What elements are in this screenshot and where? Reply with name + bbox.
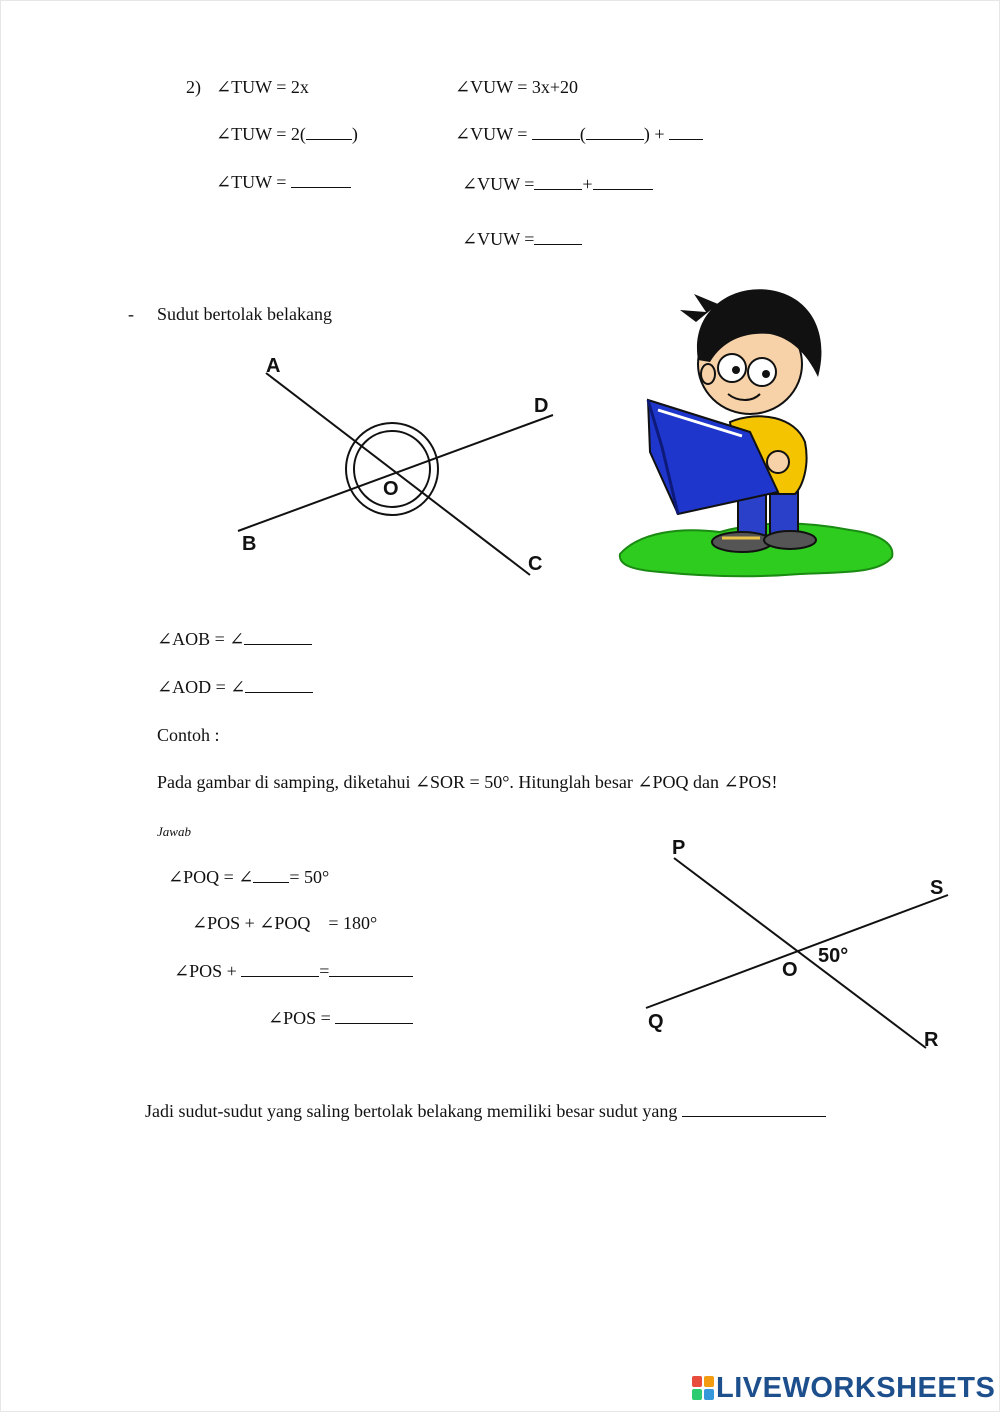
jawab-label: Jawab (157, 824, 191, 839)
vuw-plus: ) + (643, 124, 670, 144)
label-a: A (266, 355, 281, 377)
aod-question-text: ∠AOD = ∠ (157, 677, 246, 697)
label-r: R (924, 1029, 939, 1051)
section-title: Sudut bertolak belakang (157, 304, 332, 324)
left-eye (732, 366, 740, 374)
liveworksheets-logo-text: LIVEWORKSHEETS (716, 1372, 996, 1404)
conclusion-blank[interactable] (682, 1116, 826, 1117)
pos-result-line (268, 1007, 413, 1029)
vuw-const-blank[interactable] (669, 139, 703, 140)
line-pr (674, 858, 926, 1048)
pos-sum-blank-1[interactable] (241, 976, 319, 977)
logo-square-blue (704, 1389, 714, 1400)
conclusion-text: Jadi sudut-sudut yang saling bertolak belakang memiliki besar sudut yang (145, 1101, 678, 1121)
poq-angle-blank[interactable] (253, 882, 289, 883)
pos-sum-equals: = (319, 961, 330, 981)
vuw-equation: ∠VUW = 3x+20 (455, 77, 579, 97)
label-o2: O (782, 959, 798, 981)
boy-reading-illustration (610, 282, 900, 582)
label-d: D (534, 395, 549, 417)
section-bullet: - (128, 304, 134, 324)
logo-square-red (692, 1376, 702, 1387)
vuw-result-blank[interactable] (534, 244, 582, 245)
tuw-substitute (216, 123, 358, 145)
line-ac (266, 373, 530, 575)
tuw-x-blank[interactable] (306, 139, 352, 140)
vuw-coef-blank[interactable] (532, 139, 580, 140)
conclusion-line (145, 1100, 826, 1122)
example-prompt: Pada gambar di samping, diketahui ∠SOR = 50°. Hitunglah besar ∠POQ dan ∠POS! (157, 772, 778, 792)
logo-square-green (692, 1389, 702, 1400)
line-qs (646, 895, 948, 1008)
aob-question-text: ∠AOB = ∠ (157, 629, 245, 649)
tuw-result (216, 171, 351, 193)
vuw-open-paren: ( (579, 124, 586, 144)
label-q: Q (648, 1011, 664, 1033)
vuw-result (462, 228, 582, 250)
example-heading: Contoh : (157, 725, 220, 745)
pos-result-text: ∠POS = (268, 1008, 336, 1028)
supplementary-equation: ∠POS + ∠POQ = 180° (192, 913, 378, 933)
label-s: S (930, 877, 944, 899)
poq-line-text: ∠POQ = ∠ (168, 867, 254, 887)
tuw-equation: ∠TUW = 2x (216, 77, 309, 97)
right-eye (762, 370, 770, 378)
vuw-sum-blank-1[interactable] (534, 189, 582, 190)
label-c: C (528, 553, 543, 575)
vertical-angles-diagram (228, 345, 568, 595)
vuw-x-blank[interactable] (586, 139, 644, 140)
pos-sum-blank-2[interactable] (329, 976, 413, 977)
vuw-substitute-text: ∠VUW = (455, 124, 532, 144)
angle-50-label: 50° (818, 945, 849, 967)
example-angles-diagram (636, 830, 966, 1060)
left-shoe (712, 532, 772, 552)
tuw-substitute-text: ∠TUW = 2( (216, 124, 306, 144)
tuw-result-text: ∠TUW = (216, 172, 291, 192)
logo-square-orange (704, 1376, 714, 1387)
vuw-result-text: ∠VUW = (462, 229, 535, 249)
vuw-sum-plus: + (582, 174, 593, 194)
aob-question (157, 628, 312, 650)
aob-answer-blank[interactable] (244, 644, 312, 645)
vuw-sum-blank-2[interactable] (593, 189, 653, 190)
label-o: O (383, 478, 399, 500)
vuw-substitute (455, 123, 703, 145)
poq-line-value: = 50° (289, 867, 330, 887)
right-shoe (764, 531, 816, 549)
problem-number: 2) (186, 77, 201, 97)
aod-question (157, 676, 313, 698)
tuw-result-blank[interactable] (291, 187, 351, 188)
vuw-sum (462, 173, 653, 195)
pos-sum-line (174, 960, 413, 982)
vuw-sum-text: ∠VUW = (462, 174, 535, 194)
liveworksheets-logo-icon (692, 1376, 716, 1402)
poq-line (168, 866, 329, 888)
label-p: P (672, 837, 686, 859)
liveworksheets-logo (692, 1372, 995, 1405)
line-bd (238, 415, 553, 531)
aod-answer-blank[interactable] (245, 692, 313, 693)
tuw-close-paren: ) (351, 124, 358, 144)
hand (767, 451, 789, 473)
ear (701, 364, 715, 384)
right-glasses-lens (748, 358, 776, 386)
left-glasses-lens (718, 354, 746, 382)
pos-result-blank[interactable] (335, 1023, 413, 1024)
pos-sum-text: ∠POS + (174, 961, 242, 981)
label-b: B (242, 533, 257, 555)
